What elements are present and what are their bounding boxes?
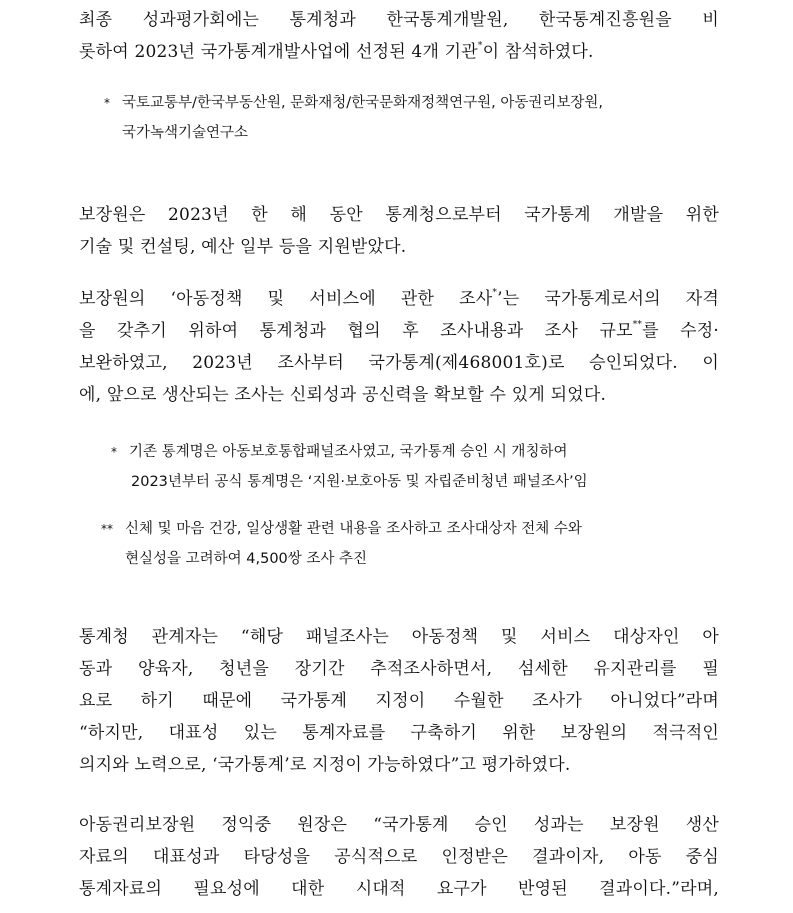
- text-line: 요로 하기 때문에 국가통계 지정이 수월한 조사가 아니었다”라며: [79, 691, 719, 711]
- text-segment: 롯하여 2023년 국가통계개발사업에 선정된 4개 기관: [79, 42, 478, 62]
- footnote-line: 국토교통부/한국부동산원, 문화재청/한국문화재정책연구원, 아동권리보장원,: [122, 95, 604, 111]
- text-line: 보장원은 2023년 한 해 동안 통계청으로부터 국가통계 개발을 위한: [79, 205, 719, 225]
- text-line: 통계자료의 필요성에 대한 시대적 요구가 반영된 결과이다.”라며,: [79, 879, 719, 899]
- text-line: 보완하였고, 2023년 조사부터 국가통계(제468001호)로 승인되었다. 이: [79, 353, 719, 373]
- text-segment: 이 참석하였다.: [482, 42, 594, 62]
- footnote-line: 신체 및 마음 건강, 일상생활 관련 내용을 조사하고 조사대상자 전체 수와: [125, 521, 582, 537]
- text-line: 에, 앞으로 생산되는 조사는 신뢰성과 공신력을 확보할 수 있게 되었다.: [79, 385, 607, 405]
- text-segment: 을 갖추기 위하여 통계청과 협의 후 조사내용과 조사 규모: [79, 321, 633, 341]
- text-line: 기술 및 컨설팅, 예산 일부 등을 지원받았다.: [79, 237, 407, 257]
- footnote-line: 기존 통계명은 아동보호통합패널조사였고, 국가통계 승인 시 개칭하여: [129, 444, 568, 460]
- footnote-marker: **: [101, 522, 113, 536]
- paragraph-national-statistics-approval: [79, 283, 719, 411]
- text-line: [79, 36, 719, 68]
- text-segment: ’는 국가통계로서의 자격: [497, 289, 719, 309]
- text-line: 동과 양육자, 청년을 장기간 추적조사하면서, 섬세한 유지관리를 필: [79, 659, 719, 679]
- footnote-line: 2023년부터 공식 통계명은 ‘지원·보호아동 및 자립준비청년 패널조사’임: [131, 474, 588, 490]
- text-line: “하지만, 대표성 있는 통계자료를 구축하기 위한 보장원의 적극적인: [79, 723, 719, 743]
- text-line: [79, 283, 719, 315]
- paragraph-statistics-official-comment: [79, 621, 719, 781]
- text-line: 아동권리보장원 정익중 원장은 “국가통계 승인 성과는 보장원 생산: [79, 815, 719, 835]
- text-line: 통계청 관계자는 “해당 패널조사는 아동정책 및 서비스 대상자인 아: [79, 627, 719, 647]
- text-line: 최종 성과평가회에는 통계청과 한국통계개발원, 한국통계진흥원을 비: [79, 10, 719, 30]
- text-segment: 를 수정·: [642, 321, 719, 341]
- text-line: [79, 315, 719, 347]
- footnote-marker: *: [477, 41, 483, 52]
- footnote-line: 현실성을 고려하여 4,500쌍 조사 추진: [125, 551, 368, 567]
- footnote-marker: **: [632, 320, 643, 331]
- footnote-former-survey-name: [111, 437, 726, 497]
- footnote-marker: *: [104, 96, 110, 110]
- text-line: 자료의 대표성과 타당성을 공식적으로 인정받은 결과이자, 아동 중심: [79, 847, 719, 867]
- footnote-participating-agencies: [104, 88, 724, 148]
- footnote-marker: *: [111, 445, 117, 459]
- text-segment: 보장원의 ‘아동정책 및 서비스에 관한 조사: [79, 289, 493, 309]
- paragraph-evaluation-meeting: [79, 4, 719, 68]
- footnote-line: 국가녹색기술연구소: [122, 125, 249, 141]
- paragraph-support-received: [79, 199, 719, 263]
- paragraph-director-comment: [79, 809, 719, 905]
- footnote-survey-scale: [101, 514, 726, 574]
- footnote-marker: *: [492, 288, 498, 299]
- text-line: 의지와 노력으로, ‘국가통계’로 지정이 가능하였다”고 평가하였다.: [79, 755, 571, 775]
